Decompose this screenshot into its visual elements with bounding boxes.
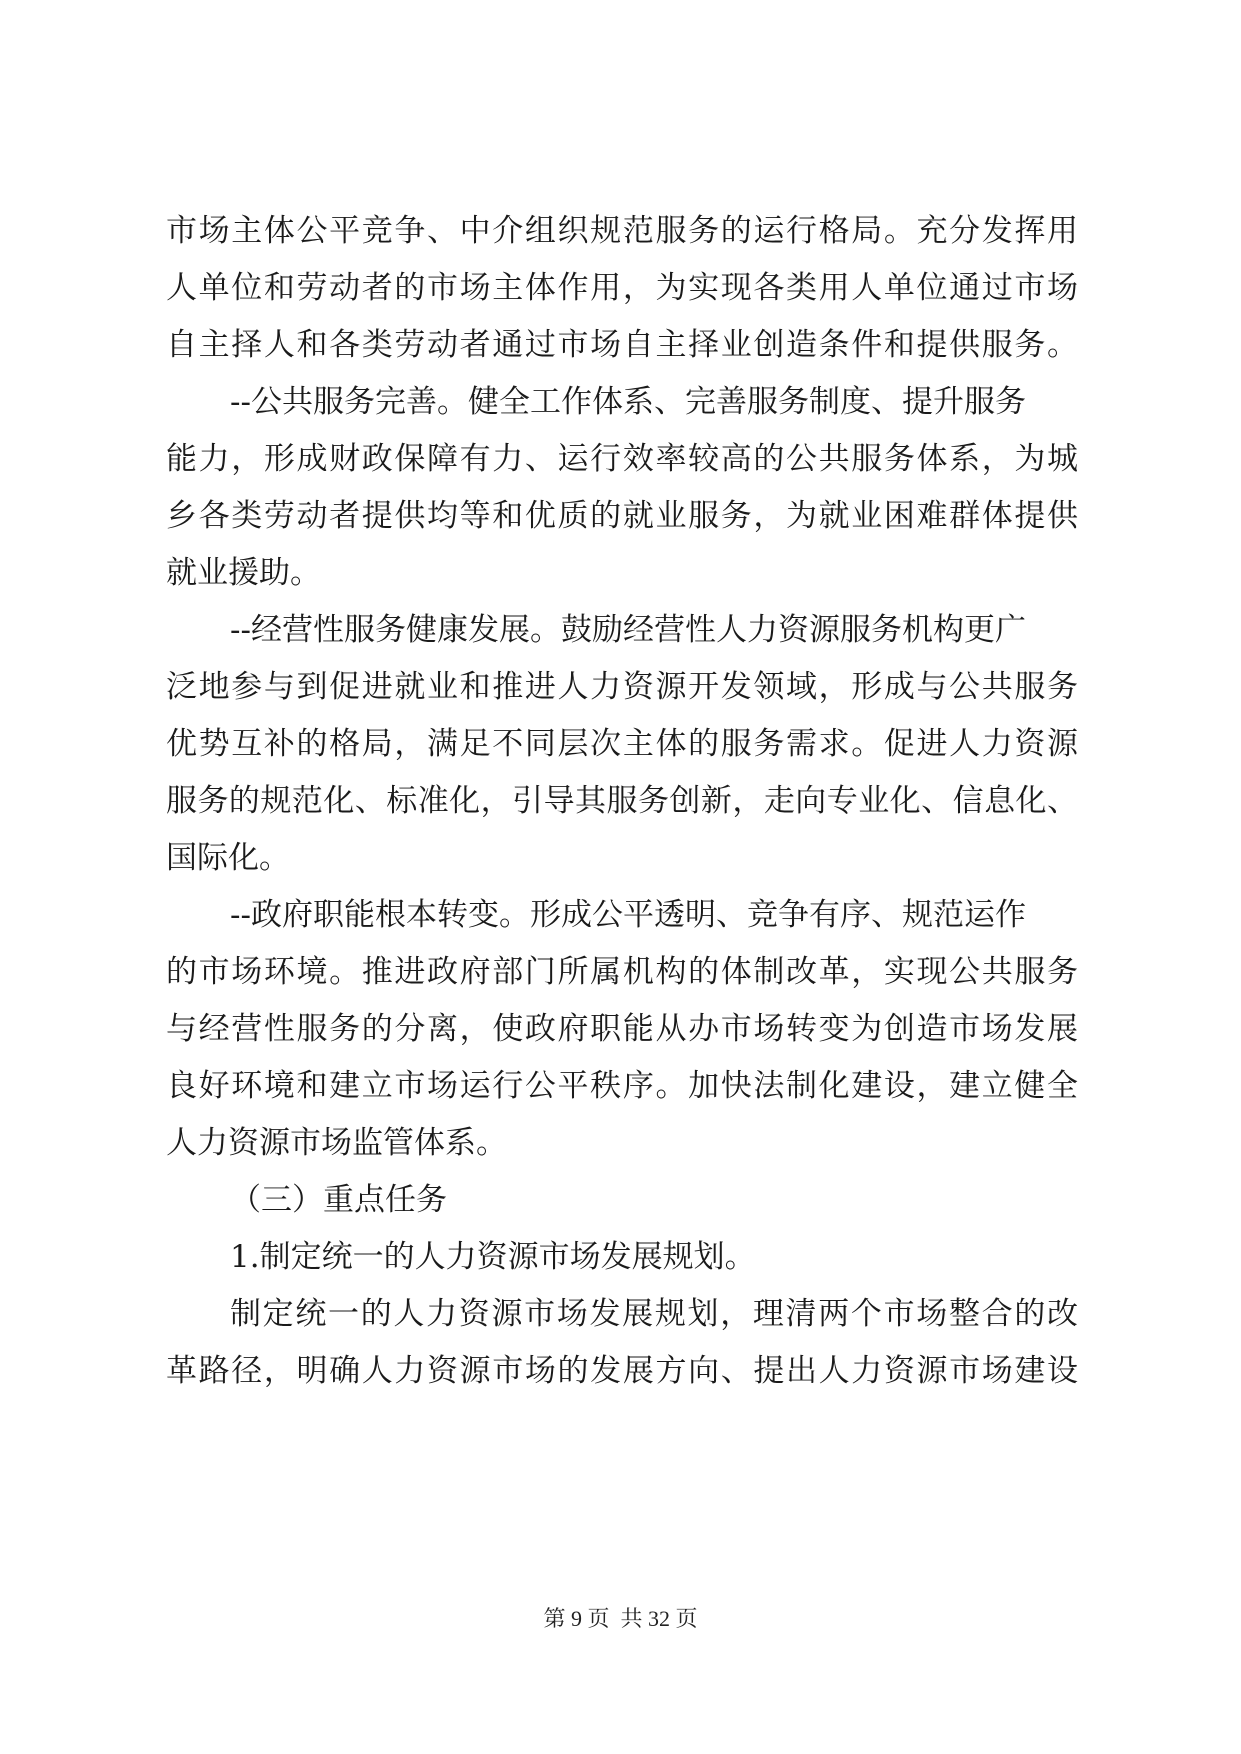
body-text-line: 泛地参与到促进就业和推进人力资源开发领域，形成与公共服务 [166,669,1078,705]
body-text-line: 与经营性服务的分离，使政府职能从办市场转变为创造市场发展 [166,1011,1078,1047]
body-text-line: 制定统一的人力资源市场发展规划，理清两个市场整合的改 [230,1296,1078,1332]
body-text-line: 自主择人和各类劳动者通过市场自主择业创造条件和提供服务。 [166,327,1078,363]
page-number-label: 第 9 页 共 32 页 [543,1606,698,1631]
body-text-line: 乡各类劳动者提供均等和优质的就业服务，为就业困难群体提供 [166,498,1078,534]
body-text-line: 服务的规范化、标准化，引导其服务创新，走向专业化、信息化、 [166,783,1078,819]
body-text-line: 良好环境和建立市场运行公平秩序。加快法制化建设，建立健全 [166,1068,1078,1104]
body-text-line: 市场主体公平竞争、中介组织规范服务的运行格局。充分发挥用 [166,213,1078,249]
page-footer [0,1605,1241,1633]
subsection-heading: （三）重点任务 [230,1182,447,1218]
section-heading-line: --政府职能根本转变。形成公平透明、竞争有序、规范运作 [230,897,1026,933]
body-text-line: 国际化。 [166,840,290,876]
body-text-line: 人力资源市场监管体系。 [166,1125,507,1161]
body-text-line: 优势互补的格局，满足不同层次主体的服务需求。促进人力资源 [166,726,1078,762]
body-text-line: 就业援助。 [166,555,321,591]
section-heading-line: --公共服务完善。健全工作体系、完善服务制度、提升服务 [230,384,1026,420]
body-text-line: 革路径，明确人力资源市场的发展方向、提出人力资源市场建设 [166,1353,1078,1389]
numbered-item-heading: 1.制定统一的人力资源市场发展规划。 [230,1239,756,1275]
body-text-line: 人单位和劳动者的市场主体作用，为实现各类用人单位通过市场 [166,270,1078,306]
section-heading-line: --经营性服务健康发展。鼓励经营性人力资源服务机构更广 [230,612,1026,648]
body-text-line: 的市场环境。推进政府部门所属机构的体制改革，实现公共服务 [166,954,1078,990]
body-text-line: 能力，形成财政保障有力、运行效率较高的公共服务体系，为城 [166,441,1078,477]
